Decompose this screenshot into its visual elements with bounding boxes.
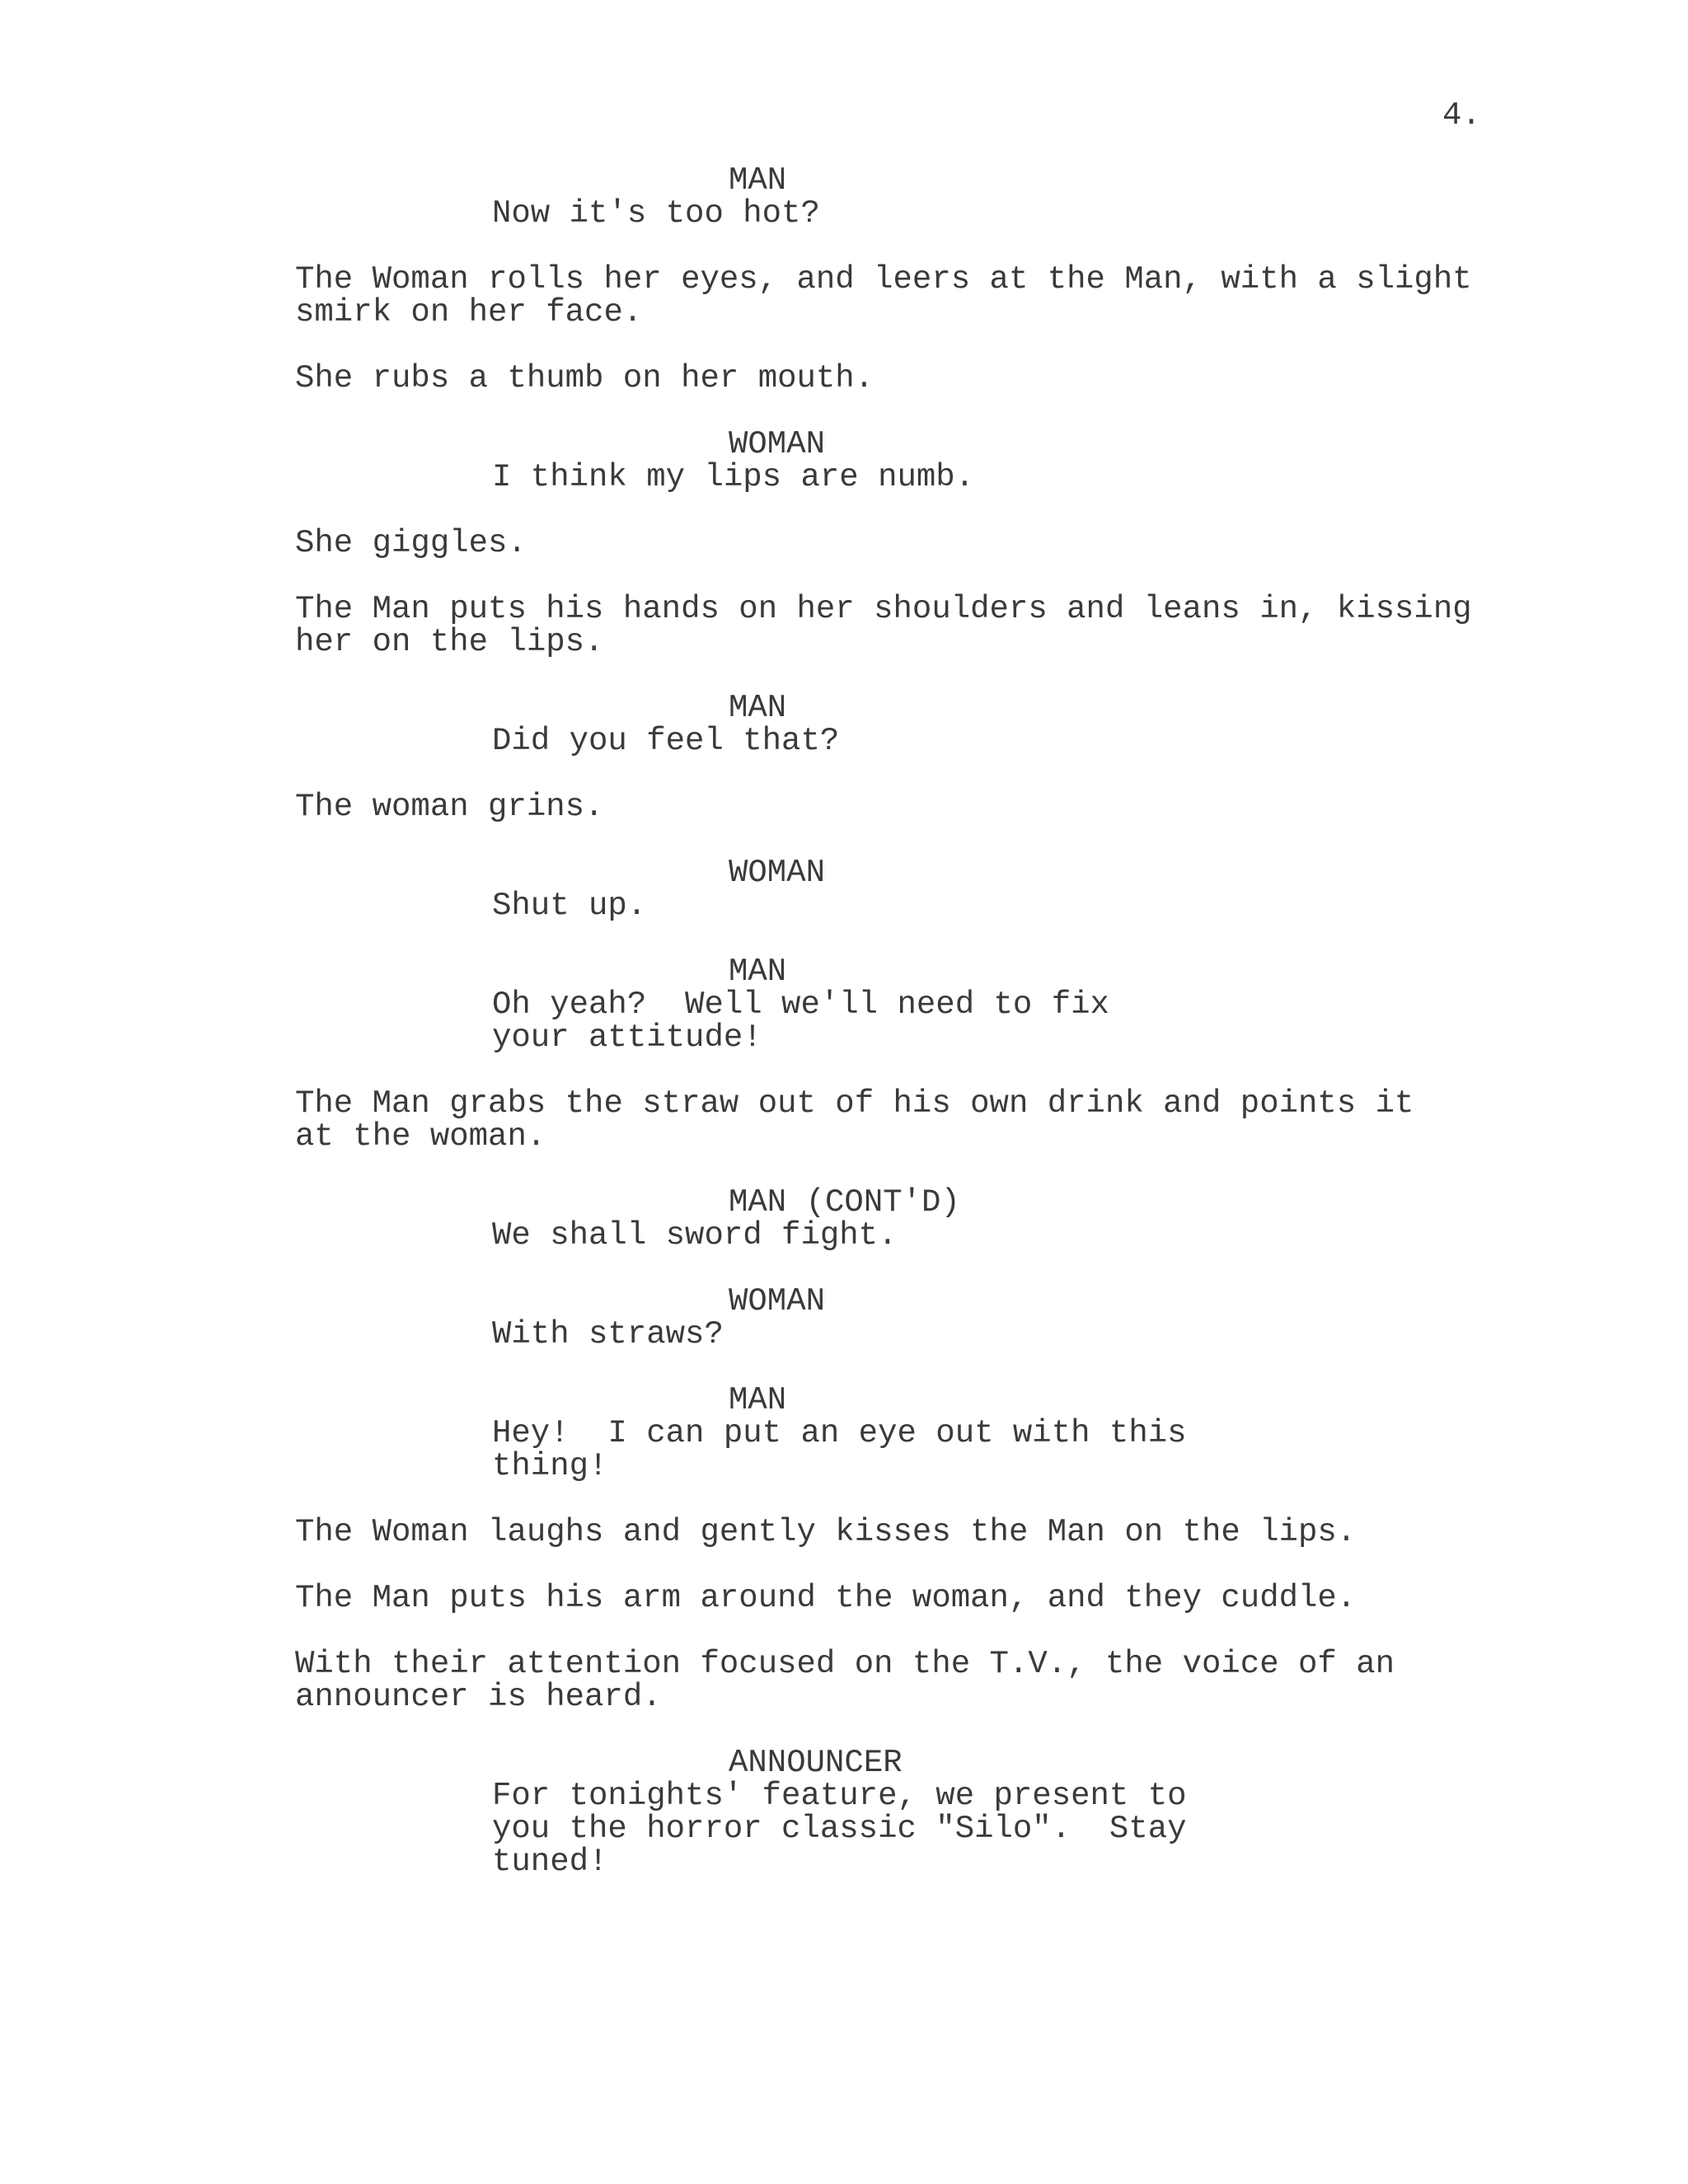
script-line: We shall sword fight.: [492, 1217, 898, 1254]
script-line: MAN: [729, 954, 787, 990]
script-line: WOMAN: [729, 426, 826, 462]
script-line: at the woman.: [295, 1118, 546, 1155]
dialogue-text: [492, 1318, 1688, 1351]
action-paragraph: [295, 362, 1688, 395]
dialogue-text: [492, 988, 1688, 1054]
script-line: The Man puts his arm around the woman, and they cuddle.: [295, 1580, 1357, 1616]
character-name: [729, 428, 1688, 461]
dialogue-text: [492, 724, 1688, 757]
script-line: announcer is heard.: [295, 1679, 662, 1715]
character-name: [729, 1746, 1688, 1779]
script-line: Now it's too hot?: [492, 195, 820, 232]
page-number: 4.: [1442, 97, 1481, 134]
character-name: [729, 856, 1688, 889]
action-paragraph: [295, 593, 1688, 658]
action-paragraph: [295, 527, 1688, 560]
script-line: Did you feel that?: [492, 723, 840, 759]
script-line: your attitude!: [492, 1019, 762, 1056]
script-line: MAN (CONT'D): [729, 1184, 960, 1221]
script-line: Oh yeah? Well we'll need to fix: [492, 987, 1109, 1023]
script-line: her on the lips.: [295, 624, 604, 660]
script-line: The Woman laughs and gently kisses the Man on the lips.: [295, 1514, 1357, 1550]
dialogue-text: [492, 197, 1688, 230]
action-paragraph: [295, 1647, 1688, 1713]
script-line: The Man puts his hands on her shoulders and leans in, kissing: [295, 591, 1472, 627]
script-line: Shut up.: [492, 888, 647, 924]
character-name: [729, 1186, 1688, 1219]
script-line: you the horror classic "Silo". Stay: [492, 1811, 1187, 1847]
dialogue-text: [492, 1417, 1688, 1483]
script-line: ANNOUNCER: [729, 1745, 903, 1781]
script-line: The Woman rolls her eyes, and leers at the Man, with a slight: [295, 261, 1472, 298]
dialogue-text: [492, 461, 1688, 494]
action-paragraph: [295, 1582, 1688, 1615]
script-line: tuned!: [492, 1844, 608, 1880]
script-line: She rubs a thumb on her mouth.: [295, 360, 874, 396]
script-line: With straws?: [492, 1316, 724, 1352]
script-line: MAN: [729, 162, 787, 199]
script-body: [0, 164, 1688, 1878]
dialogue-text: [492, 1779, 1688, 1878]
script-line: MAN: [729, 690, 787, 726]
script-line: WOMAN: [729, 1283, 826, 1319]
action-paragraph: [295, 1516, 1688, 1549]
action-paragraph: [295, 790, 1688, 823]
script-line: With their attention focused on the T.V., the voice of an: [295, 1646, 1395, 1682]
script-line: She giggles.: [295, 525, 527, 561]
action-paragraph: [295, 1087, 1688, 1153]
script-line: WOMAN: [729, 855, 826, 891]
script-line: For tonights' feature, we present to: [492, 1778, 1187, 1814]
script-line: thing!: [492, 1448, 608, 1484]
dialogue-text: [492, 889, 1688, 922]
script-line: The woman grins.: [295, 789, 604, 825]
script-line: I think my lips are numb.: [492, 459, 975, 495]
script-line: MAN: [729, 1382, 787, 1418]
character-name: [729, 1384, 1688, 1417]
action-paragraph: [295, 263, 1688, 329]
script-line: Hey! I can put an eye out with this: [492, 1415, 1187, 1451]
character-name: [729, 955, 1688, 988]
character-name: [729, 164, 1688, 197]
dialogue-text: [492, 1219, 1688, 1252]
script-line: smirk on her face.: [295, 294, 643, 330]
script-line: The Man grabs the straw out of his own drink and points it: [295, 1085, 1414, 1122]
character-name: [729, 1285, 1688, 1318]
character-name: [729, 691, 1688, 724]
